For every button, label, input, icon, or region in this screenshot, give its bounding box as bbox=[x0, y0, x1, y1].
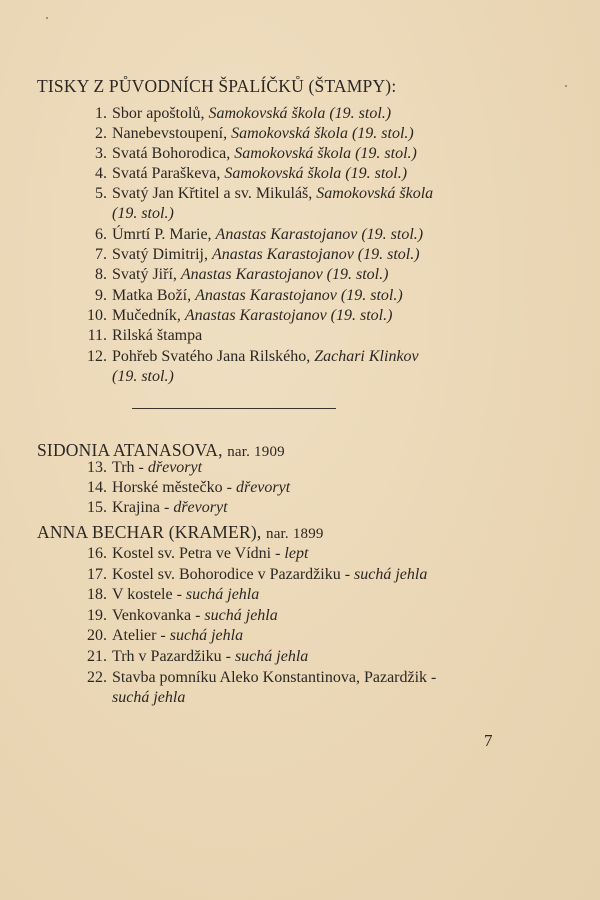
list-item: 2. Nanebevstoupení, Samokovská škola (19. stol.) bbox=[95, 125, 414, 142]
list-item: 14. Horské městečko - dřevoryt bbox=[87, 479, 291, 496]
list-item: 22. Stavba pomníku Aleko Konstantinova, Pazardžik - bbox=[87, 669, 437, 686]
section-heading-stamps: TISKY Z PŮVODNÍCH ŠPALÍČKŮ (ŠTAMPY): bbox=[37, 76, 397, 96]
list-item: 4. Svatá Paraškeva, Samokovská škola (19. stol.) bbox=[95, 165, 408, 182]
list-item: 16. Kostel sv. Petra ve Vídni - lept bbox=[87, 545, 309, 562]
paper-speck bbox=[46, 17, 48, 19]
list-item: 11. Rilská štampa bbox=[87, 327, 203, 344]
artist-heading: SIDONIA ATANASOVA, nar. 1909 bbox=[37, 440, 285, 460]
list-item: 12. Pohřeb Svatého Jana Rilského, Zachari Klinkov bbox=[87, 348, 419, 365]
list-item-continuation: (19. stol.) bbox=[112, 368, 174, 385]
list-item: 5. Svatý Jan Křtitel a sv. Mikuláš, Samokovská škola bbox=[95, 185, 434, 202]
list-item: 18. V kostele - suchá jehla bbox=[87, 586, 260, 603]
list-item: 13. Trh - dřevoryt bbox=[87, 459, 203, 476]
list-item: 15. Krajina - dřevoryt bbox=[87, 499, 228, 516]
list-item: 17. Kostel sv. Bohorodice v Pazardžiku - suchá jehla bbox=[87, 566, 428, 583]
list-item: 1. Sbor apoštolů, Samokovská škola (19. stol.) bbox=[95, 105, 392, 122]
list-item: 9. Matka Boží, Anastas Karastojanov (19. stol.) bbox=[95, 287, 403, 304]
list-item: 3. Svatá Bohorodica, Samokovská škola (19. stol.) bbox=[95, 145, 417, 162]
list-item-continuation: suchá jehla bbox=[112, 689, 186, 706]
paper-speck bbox=[565, 85, 567, 87]
list-item: 10. Mučedník, Anastas Karastojanov (19. stol.) bbox=[87, 307, 393, 324]
list-item: 21. Trh v Pazardžiku - suchá jehla bbox=[87, 648, 309, 665]
list-item: 7. Svatý Dimitrij, Anastas Karastojanov (19. stol.) bbox=[95, 246, 420, 263]
section-divider bbox=[132, 408, 336, 409]
list-item: 19. Venkovanka - suchá jehla bbox=[87, 607, 278, 624]
list-item-continuation: (19. stol.) bbox=[112, 205, 174, 222]
page-number: 7 bbox=[484, 731, 493, 750]
list-item: 6. Úmrtí P. Marie, Anastas Karastojanov (19. stol.) bbox=[95, 226, 424, 243]
list-item: 8. Svatý Jiří, Anastas Karastojanov (19. stol.) bbox=[95, 266, 389, 283]
artist-heading: ANNA BECHAR (KRAMER), nar. 1899 bbox=[37, 522, 324, 542]
list-item: 20. Atelier - suchá jehla bbox=[87, 627, 244, 644]
